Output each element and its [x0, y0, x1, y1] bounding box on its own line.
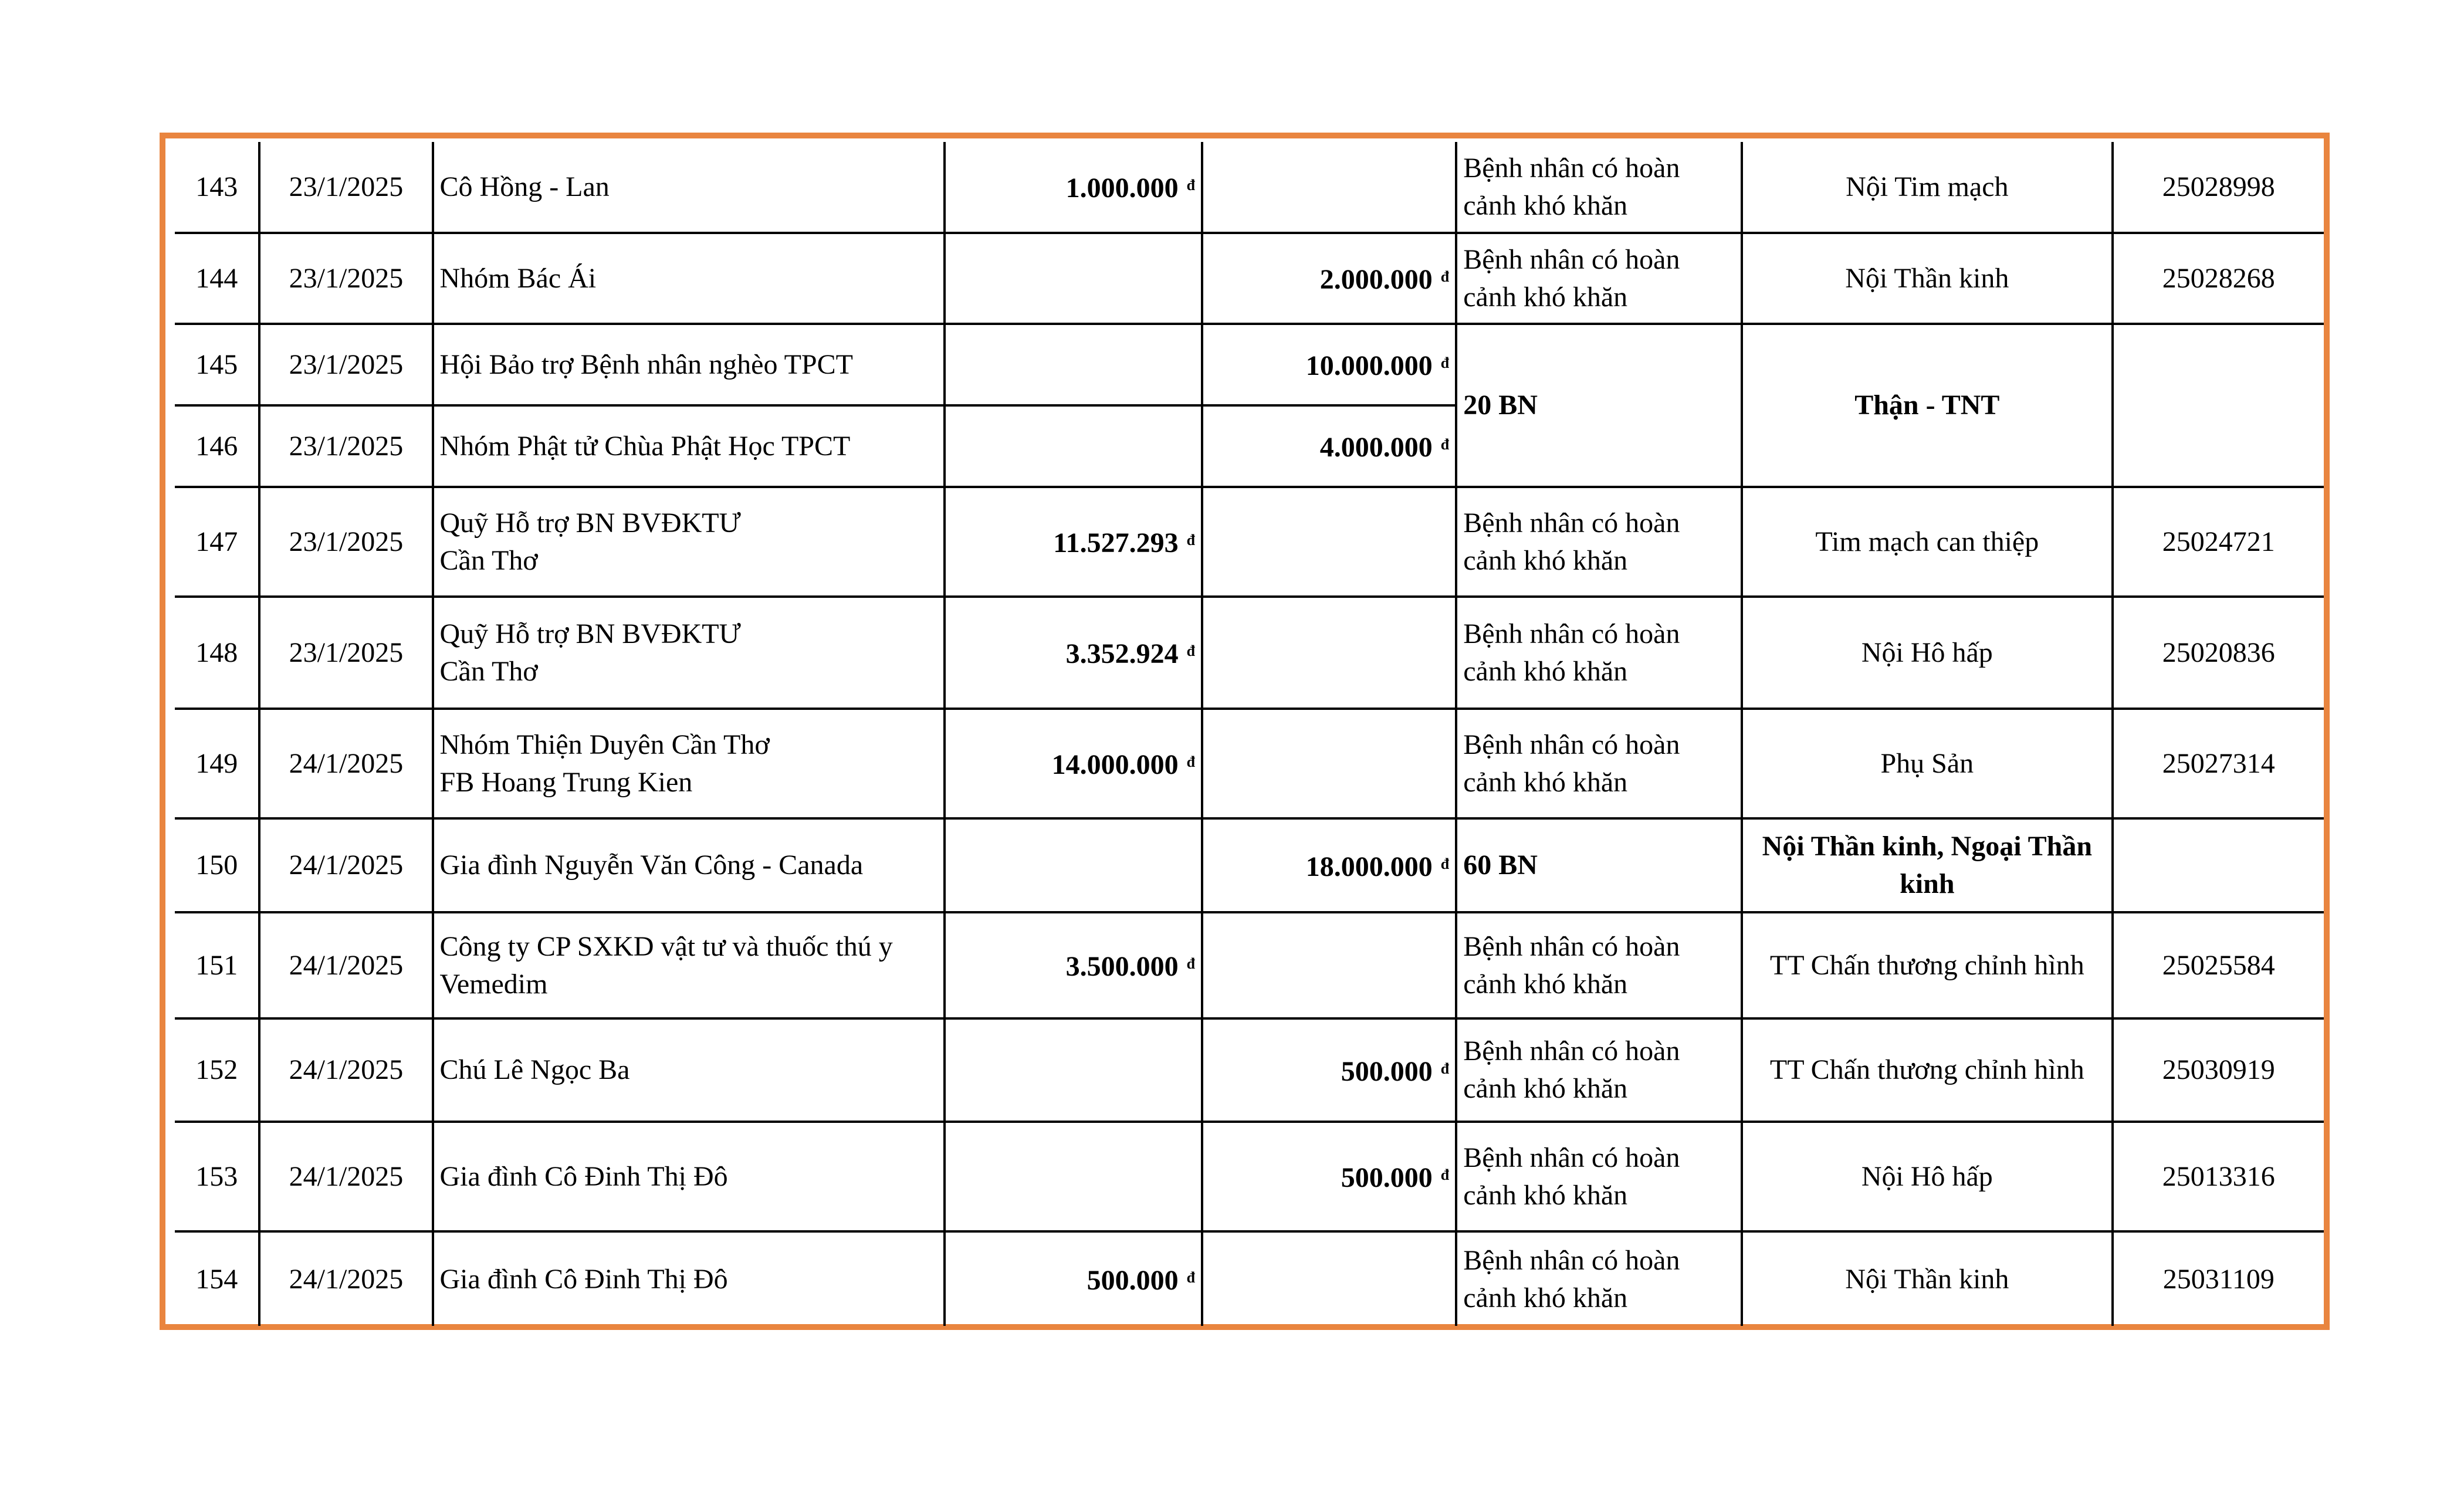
department-cell — [1742, 1018, 2113, 1122]
amount-column-1-cell — [945, 1122, 1202, 1231]
cell-text: Nội Hô hấp — [1861, 1160, 1993, 1192]
donor-cell — [433, 233, 945, 324]
cell-line: Cần Thơ — [439, 655, 538, 687]
cell-line: cảnh khó khăn — [1463, 1179, 1628, 1211]
cell-text: 25028998 — [2162, 171, 2275, 202]
recipient-cell — [1456, 1122, 1742, 1231]
amount-number: 500.000 — [1087, 1265, 1179, 1296]
date-cell — [259, 142, 432, 233]
cell-line: Cô Hồng - Lan — [439, 171, 610, 202]
donor-cell — [433, 142, 945, 233]
currency-symbol: đ — [1440, 436, 1450, 453]
row-number-cell — [175, 709, 259, 818]
table-frame — [160, 133, 2330, 1330]
table-row — [175, 1122, 2324, 1231]
patient-code-cell — [2113, 709, 2324, 818]
row-number-cell — [175, 818, 259, 912]
patient-code-cell — [2113, 597, 2324, 709]
department-cell — [1742, 1122, 2113, 1231]
cell-line: Bệnh nhân có hoàn — [1463, 507, 1680, 539]
cell-text: 25030919 — [2162, 1054, 2275, 1085]
table-row — [175, 1018, 2324, 1122]
department-cell — [1742, 597, 2113, 709]
row-number-cell — [175, 405, 259, 487]
cell-text: 23/1/2025 — [289, 637, 404, 668]
cell-text: 150 — [195, 849, 238, 881]
row-number-cell — [175, 487, 259, 597]
patient-code-cell — [2113, 1231, 2324, 1326]
amount-column-1-cell — [945, 912, 1202, 1018]
cell-line: cảnh khó khăn — [1463, 544, 1628, 576]
cell-line: 60 BN — [1463, 849, 1538, 881]
cell-text: 147 — [195, 526, 238, 557]
amount-value — [1087, 1265, 1195, 1296]
cell-text: 25024721 — [2162, 526, 2275, 557]
donor-cell — [433, 1018, 945, 1122]
amount-column-1-cell — [945, 142, 1202, 233]
cell-text: 24/1/2025 — [289, 1160, 404, 1192]
amount-value — [1066, 951, 1195, 982]
cell-text: Nội Hô hấp — [1861, 637, 1993, 668]
amount-number: 1.000.000 — [1065, 172, 1179, 204]
amount-number: 11.527.293 — [1053, 527, 1179, 559]
amount-column-2-cell — [1202, 912, 1456, 1018]
cell-text: 149 — [195, 747, 238, 779]
donor-cell — [433, 818, 945, 912]
cell-text: 23/1/2025 — [289, 348, 404, 380]
date-cell — [259, 1018, 432, 1122]
patient-code-cell — [2113, 1018, 2324, 1122]
amount-number: 4.000.000 — [1319, 432, 1433, 463]
patient-code-cell — [2113, 324, 2324, 487]
table-row — [175, 912, 2324, 1018]
cell-text: 143 — [195, 171, 238, 202]
donor-cell — [433, 709, 945, 818]
currency-symbol: đ — [1440, 354, 1450, 371]
donor-cell — [433, 597, 945, 709]
cell-text: 144 — [195, 262, 238, 294]
amount-column-1-cell — [945, 1018, 1202, 1122]
row-number-cell — [175, 324, 259, 405]
recipient-cell — [1456, 597, 1742, 709]
cell-text: TT Chấn thương chỉnh hình — [1769, 1054, 2084, 1085]
date-cell — [259, 233, 432, 324]
amount-column-2-cell — [1202, 818, 1456, 912]
amount-column-2-cell — [1202, 487, 1456, 597]
amount-column-1-cell — [945, 324, 1202, 405]
row-number-cell — [175, 1122, 259, 1231]
date-cell — [259, 709, 432, 818]
table-row — [175, 818, 2324, 912]
amount-column-2-cell — [1202, 597, 1456, 709]
donor-cell — [433, 487, 945, 597]
cell-text: Nội Thần kinh, Ngoại Thần kinh — [1762, 831, 2093, 899]
amount-value — [1052, 749, 1195, 780]
donation-table — [175, 142, 2324, 1326]
cell-text: 153 — [195, 1160, 238, 1192]
cell-line: Bệnh nhân có hoàn — [1463, 930, 1680, 962]
amount-number: 500.000 — [1341, 1162, 1433, 1193]
date-cell — [259, 487, 432, 597]
cell-text: Tim mạch can thiệp — [1815, 526, 2039, 557]
cell-text: 25013316 — [2162, 1160, 2275, 1192]
cell-line: Bệnh nhân có hoàn — [1463, 243, 1680, 275]
currency-symbol: đ — [1440, 855, 1450, 872]
patient-code-cell — [2113, 142, 2324, 233]
cell-line: Nhóm Thiện Duyên Cần Thơ — [439, 729, 770, 760]
cell-line: cảnh khó khăn — [1463, 189, 1628, 221]
recipient-cell — [1456, 818, 1742, 912]
row-number-cell — [175, 142, 259, 233]
recipient-cell — [1456, 709, 1742, 818]
amount-value — [1341, 1056, 1449, 1087]
cell-text: Nội Thần kinh — [1845, 262, 2009, 294]
cell-line: Gia đình Cô Đinh Thị Đô — [439, 1160, 728, 1192]
cell-text: 24/1/2025 — [289, 747, 404, 779]
date-cell — [259, 1231, 432, 1326]
patient-code-cell — [2113, 487, 2324, 597]
cell-text: 151 — [195, 949, 238, 981]
table-row — [175, 324, 2324, 405]
table-row — [175, 709, 2324, 818]
amount-column-2-cell — [1202, 324, 1456, 405]
amount-number: 10.000.000 — [1305, 350, 1433, 381]
currency-symbol: đ — [1186, 177, 1196, 194]
currency-symbol: đ — [1440, 1060, 1450, 1077]
currency-symbol: đ — [1440, 268, 1450, 285]
cell-text: 24/1/2025 — [289, 1263, 404, 1295]
amount-column-2-cell — [1202, 709, 1456, 818]
amount-column-2-cell — [1202, 1122, 1456, 1231]
cell-text: Phụ Sản — [1880, 747, 1974, 779]
patient-code-cell — [2113, 818, 2324, 912]
amount-column-2-cell — [1202, 1018, 1456, 1122]
amount-value — [1066, 638, 1195, 669]
table-row — [175, 487, 2324, 597]
cell-line: Bệnh nhân có hoàn — [1463, 1035, 1680, 1067]
row-number-cell — [175, 233, 259, 324]
cell-line: Quỹ Hỗ trợ BN BVĐKTƯ — [439, 507, 741, 539]
amount-column-2-cell — [1202, 405, 1456, 487]
cell-text: 25025584 — [2162, 949, 2275, 981]
department-cell — [1742, 487, 2113, 597]
cell-text: 23/1/2025 — [289, 430, 404, 462]
recipient-cell — [1456, 233, 1742, 324]
amount-column-2-cell — [1202, 1231, 1456, 1326]
amount-column-2-cell — [1202, 233, 1456, 324]
amount-column-1-cell — [945, 1231, 1202, 1326]
row-number-cell — [175, 912, 259, 1018]
recipient-cell — [1456, 487, 1742, 597]
amount-number: 2.000.000 — [1319, 264, 1433, 295]
amount-column-1-cell — [945, 818, 1202, 912]
cell-line: cảnh khó khăn — [1463, 1282, 1628, 1314]
amount-value — [1341, 1162, 1449, 1193]
table-row — [175, 142, 2324, 233]
cell-line: Chú Lê Ngọc Ba — [439, 1054, 630, 1085]
currency-symbol: đ — [1186, 753, 1196, 770]
cell-line: Bệnh nhân có hoàn — [1463, 1244, 1680, 1276]
date-cell — [259, 1122, 432, 1231]
amount-column-2-cell — [1202, 142, 1456, 233]
date-cell — [259, 405, 432, 487]
patient-code-cell — [2113, 233, 2324, 324]
cell-line: Bệnh nhân có hoàn — [1463, 729, 1680, 760]
cell-text: 24/1/2025 — [289, 1054, 404, 1085]
recipient-cell — [1456, 1231, 1742, 1326]
cell-text: 145 — [195, 348, 238, 380]
cell-text: 23/1/2025 — [289, 262, 404, 294]
cell-line: cảnh khó khăn — [1463, 968, 1628, 1000]
cell-text: 25028268 — [2162, 262, 2275, 294]
department-cell — [1742, 142, 2113, 233]
amount-value — [1306, 851, 1449, 882]
row-number-cell — [175, 597, 259, 709]
cell-line: Vemedim — [439, 968, 548, 1000]
cell-line: Nhóm Bác Ái — [439, 262, 597, 294]
cell-text: Thận - TNT — [1854, 390, 2000, 421]
cell-text: 154 — [195, 1263, 238, 1295]
table-row — [175, 1231, 2324, 1326]
cell-text: 148 — [195, 637, 238, 668]
amount-column-1-cell — [945, 487, 1202, 597]
amount-number: 3.352.924 — [1065, 638, 1179, 669]
currency-symbol: đ — [1440, 1166, 1450, 1183]
amount-number: 3.500.000 — [1065, 951, 1179, 982]
cell-line: Công ty CP SXKD vật tư và thuốc thú y — [439, 930, 893, 962]
currency-symbol: đ — [1186, 1269, 1196, 1286]
cell-line: Gia đình Cô Đinh Thị Đô — [439, 1263, 728, 1295]
cell-text: 24/1/2025 — [289, 849, 404, 881]
donor-cell — [433, 405, 945, 487]
amount-number: 500.000 — [1341, 1055, 1433, 1087]
department-cell — [1742, 709, 2113, 818]
amount-column-1-cell — [945, 709, 1202, 818]
cell-text: TT Chấn thương chỉnh hình — [1769, 949, 2084, 981]
patient-code-cell — [2113, 1122, 2324, 1231]
row-number-cell — [175, 1231, 259, 1326]
cell-text: 24/1/2025 — [289, 949, 404, 981]
donor-cell — [433, 324, 945, 405]
cell-line: Bệnh nhân có hoàn — [1463, 618, 1680, 649]
currency-symbol: đ — [1186, 955, 1196, 972]
row-number-cell — [175, 1018, 259, 1122]
cell-line: Hội Bảo trợ Bệnh nhân nghèo TPCT — [439, 348, 853, 380]
cell-line: Bệnh nhân có hoàn — [1463, 1142, 1680, 1173]
cell-text: 152 — [195, 1054, 238, 1085]
currency-symbol: đ — [1186, 642, 1196, 659]
department-cell — [1742, 324, 2113, 487]
cell-line: 20 BN — [1463, 390, 1538, 421]
cell-text: 23/1/2025 — [289, 171, 404, 202]
amount-number: 18.000.000 — [1305, 851, 1433, 882]
cell-line: cảnh khó khăn — [1463, 1073, 1628, 1104]
amount-value — [1320, 264, 1449, 295]
table-row — [175, 597, 2324, 709]
amount-column-1-cell — [945, 233, 1202, 324]
patient-code-cell — [2113, 912, 2324, 1018]
cell-line: Bệnh nhân có hoàn — [1463, 152, 1680, 184]
date-cell — [259, 324, 432, 405]
cell-line: cảnh khó khăn — [1463, 281, 1628, 313]
donor-cell — [433, 1231, 945, 1326]
cell-line: Nhóm Phật tử Chùa Phật Học TPCT — [439, 430, 851, 462]
date-cell — [259, 912, 432, 1018]
cell-line: cảnh khó khăn — [1463, 655, 1628, 687]
department-cell — [1742, 233, 2113, 324]
amount-number: 14.000.000 — [1051, 749, 1179, 780]
currency-symbol: đ — [1186, 532, 1196, 549]
table-row — [175, 233, 2324, 324]
cell-line: cảnh khó khăn — [1463, 766, 1628, 798]
cell-text: Nội Thần kinh — [1845, 1263, 2009, 1295]
cell-text: 146 — [195, 430, 238, 462]
department-cell — [1742, 818, 2113, 912]
cell-text: Nội Tim mạch — [1846, 171, 2009, 202]
cell-line: Gia đình Nguyễn Văn Công - Canada — [439, 849, 864, 881]
donor-cell — [433, 912, 945, 1018]
cell-text: 25020836 — [2162, 637, 2275, 668]
cell-line: Cần Thơ — [439, 544, 538, 576]
amount-value — [1066, 172, 1195, 204]
department-cell — [1742, 1231, 2113, 1326]
donor-cell — [433, 1122, 945, 1231]
cell-line: FB Hoang Trung Kien — [439, 766, 693, 798]
recipient-cell — [1456, 912, 1742, 1018]
date-cell — [259, 818, 432, 912]
amount-value — [1320, 432, 1449, 463]
amount-column-1-cell — [945, 597, 1202, 709]
cell-text: 25027314 — [2162, 747, 2275, 779]
department-cell — [1742, 912, 2113, 1018]
recipient-cell — [1456, 1018, 1742, 1122]
date-cell — [259, 597, 432, 709]
cell-text: 25031109 — [2162, 1263, 2275, 1295]
recipient-cell — [1456, 142, 1742, 233]
amount-value — [1306, 350, 1449, 381]
amount-column-1-cell — [945, 405, 1202, 487]
amount-value — [1053, 527, 1195, 559]
cell-line: Quỹ Hỗ trợ BN BVĐKTƯ — [439, 618, 741, 649]
recipient-cell — [1456, 324, 1742, 487]
cell-text: 23/1/2025 — [289, 526, 404, 557]
